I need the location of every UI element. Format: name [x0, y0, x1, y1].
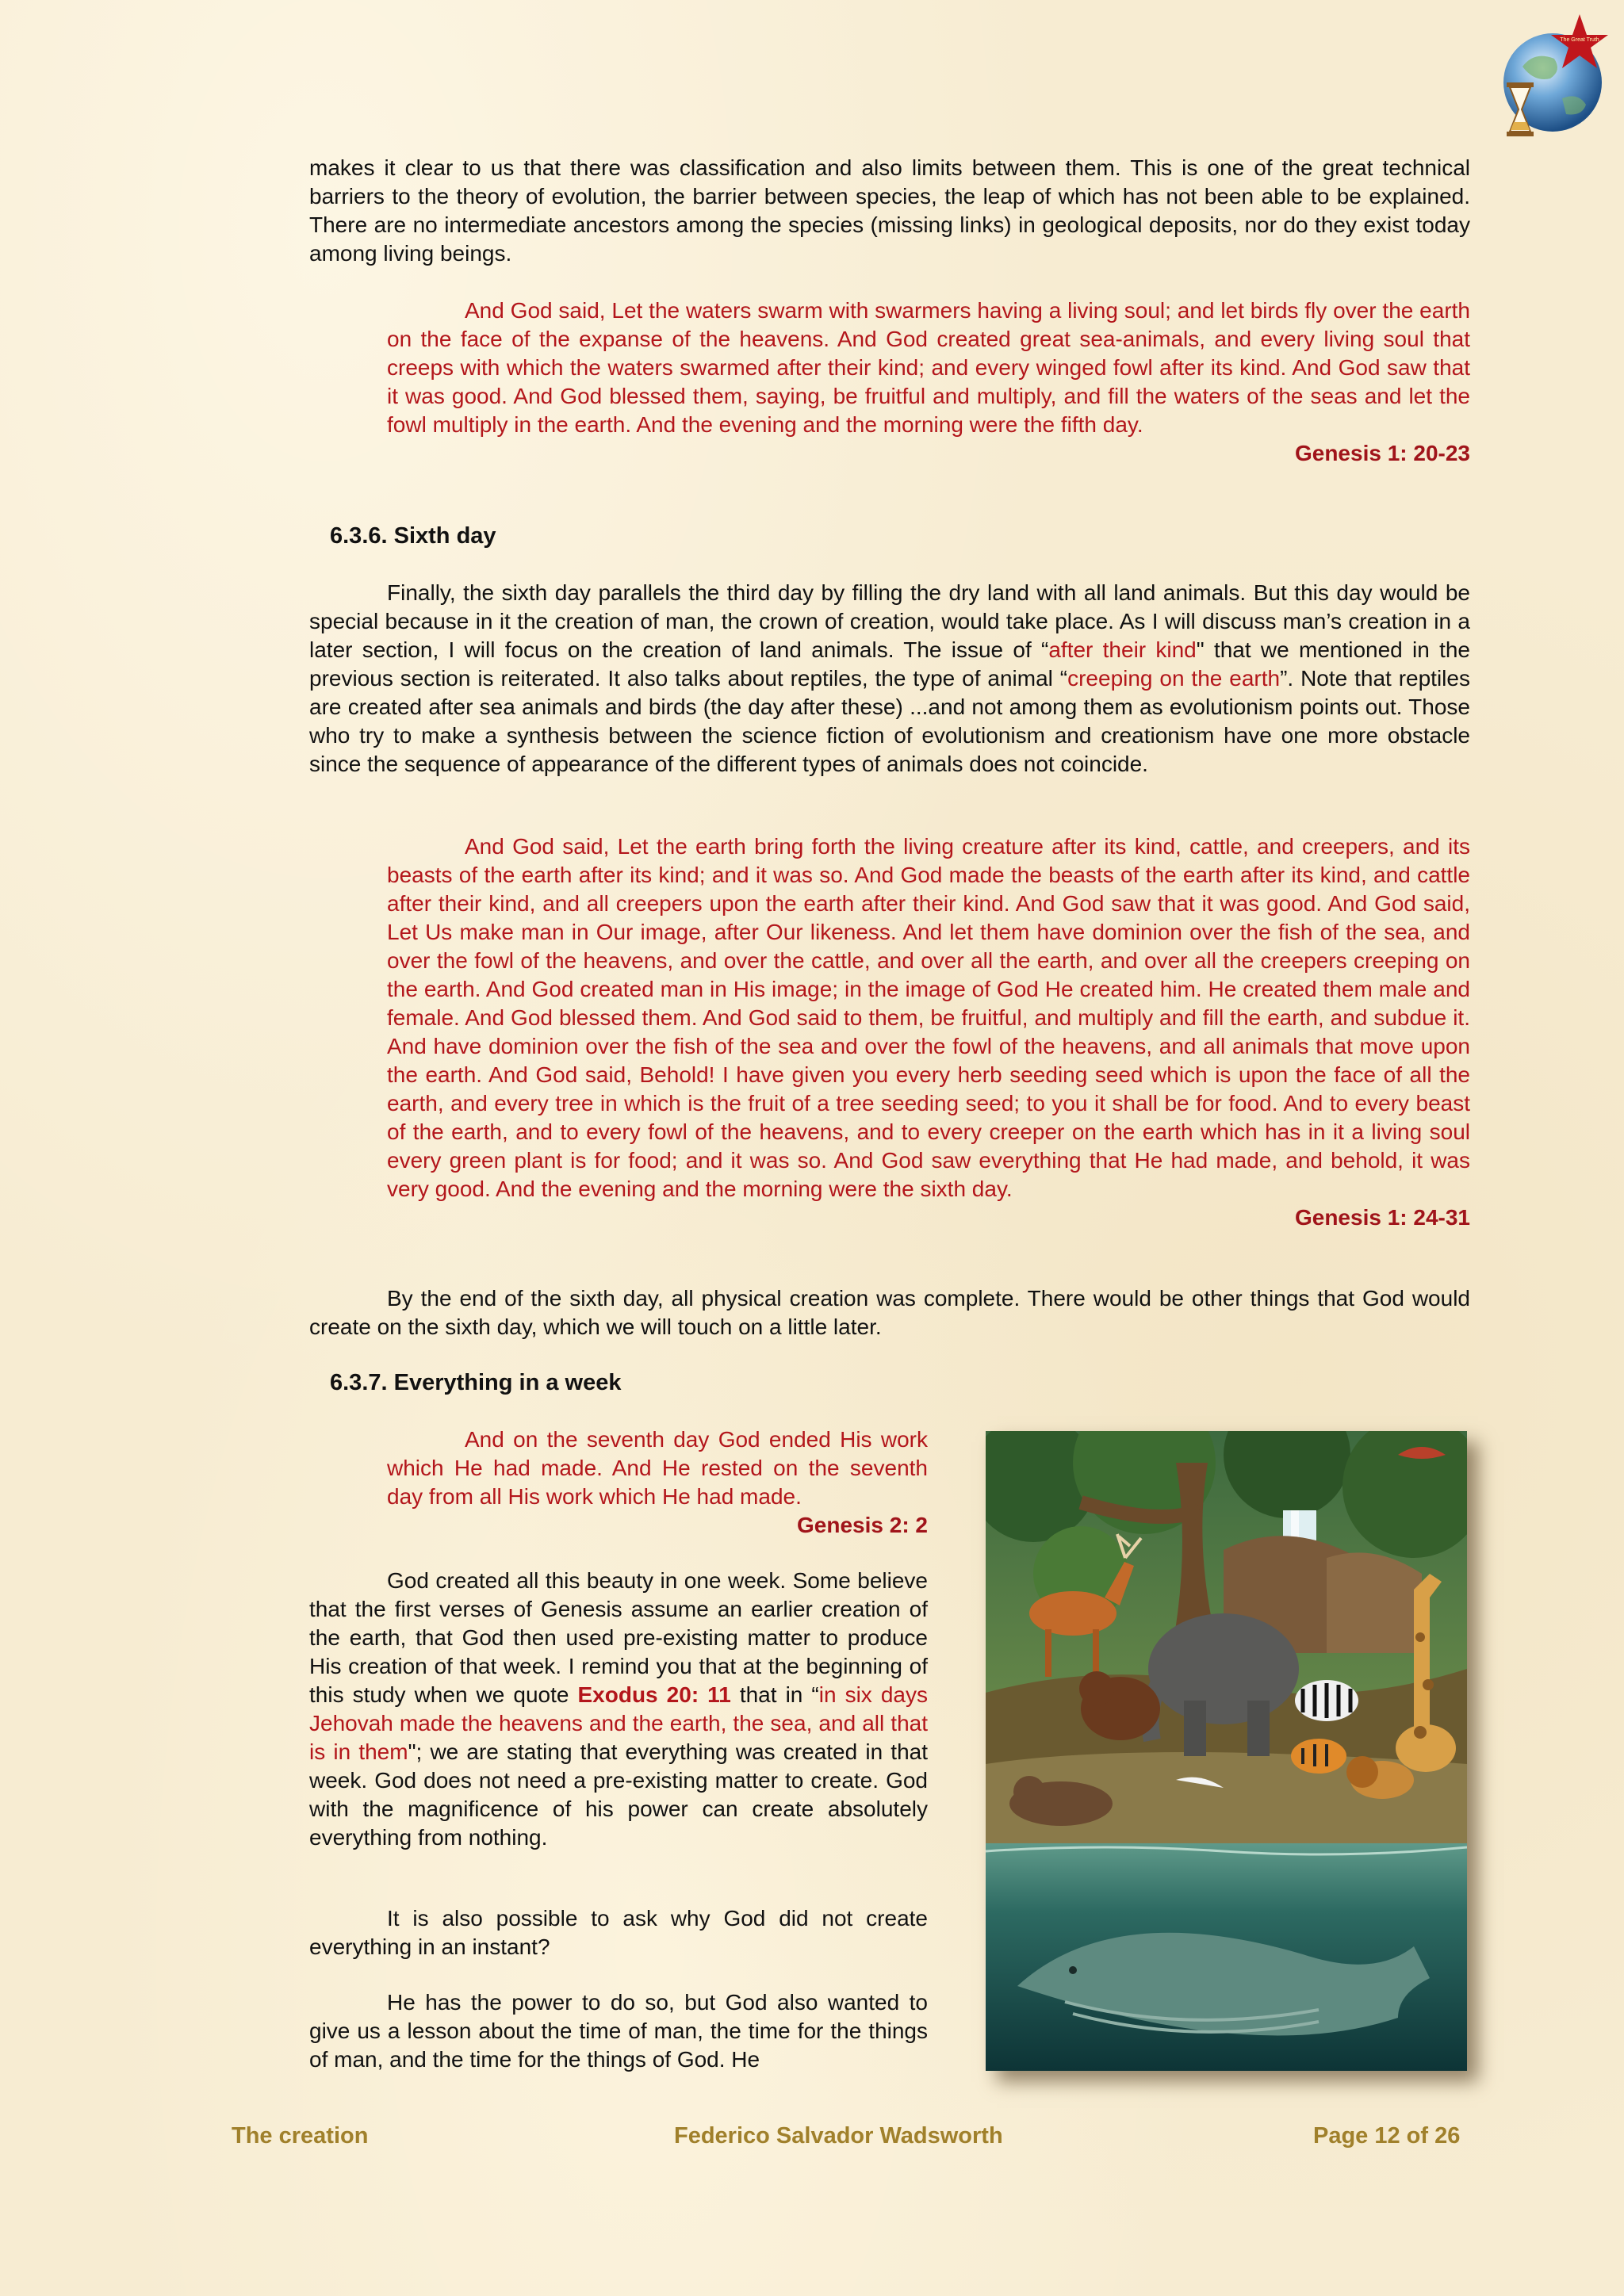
quote-text: And God said, Let the earth bring forth the living creature after its kind, cattle, and creepers, and its beasts of the earth after its kind; and it was so. And God made the beasts of the earth after its kind, and cattle after their kind, and all creepers upon the earth after their kind. And God saw that it was good. And God said, Let Us make man in Our image, after Our likeness. And let them have dominion over the fish of the sea, and over the fowl of the heavens, and over the cattle, and over all the earth, and over all the creepers creeping on the earth. And God created man in His image; in the image of God He created him. He created them male and female. And God blessed them. And God said to them, be fruitful, and multiply and fill the earth, and subdue it. And have dominion over the fish of the sea and over the fowl of the heavens, and all animals that move upon the earth. And God said, Behold! I have given you every herb seeding seed which is upon the face of all the earth, and every tree in which is the fruit of a tree seeding seed; to you it shall be for food. And to every beast of the earth, and to every fowl of the heavens, and to every creeper on the earth which has in it a living soul every green plant is for food; and it was so. And God saw everything that He had made, and behold, it was very good. And the evening and the morning were the sixth day. — [387, 834, 1470, 1201]
quoted-phrase: in six days Jehovah made the heavens and the earth, the sea, and all that is in them — [309, 1682, 928, 1764]
footer-title: The creation — [232, 2123, 369, 2149]
section-heading-sixth-day: 6.3.6. Sixth day — [330, 523, 496, 549]
logo-text: The Great Truth — [1560, 37, 1599, 43]
quote-text: And God said, Let the waters swarm with swarmers having a living soul; and let birds fly over the earth on the face of the expanse of the heavens. And God created great sea-animals, and every living soul that creeps with which the waters swarmed after their kind; and every winged fowl after its kind. And God saw that it was good. And God blessed them, saying, be fruitful and multiply, and fill the waters of the seas and let the fowl multiply in the earth. And the evening and the morning were the fifth day. — [387, 298, 1470, 437]
quote-reference: Genesis 1: 24-31 — [1294, 1205, 1470, 1230]
text-run: that in “ — [730, 1682, 819, 1707]
text-run: God created all this beauty in one week. Some believe that the first verses of Genesis assume an earlier creation of the earth, that God then used pre-existing matter to produce His creation of that week. I remind you that at the beginning of this study when we quote — [309, 1568, 928, 1707]
creation-complete-paragraph: By the end of the sixth day, all physical creation was complete. There would be other things that God would create on the sixth day, which we will touch on a little later. — [309, 1286, 1470, 1339]
text-run: Finally, the sixth day parallels the third day by filling the dry land with all land animals. But this day would be special because in it the creation of man, the crown of creation, would take place. As I will discuss man’s creation in a later section, I will focus on the creation of land animals. The issue of “ — [309, 580, 1470, 662]
footer-page-number: Page 12 of 26 — [1313, 2123, 1461, 2149]
creation-animals-illustration — [986, 1431, 1467, 2071]
quote-genesis-2-2 — [309, 1425, 928, 1540]
quote-reference: Genesis 1: 20-23 — [1294, 441, 1470, 465]
globe-hourglass-logo — [1491, 11, 1610, 146]
text-run: " that we mentioned in the previous section is reiterated. It also talks about reptiles, the type of animal “ — [309, 637, 1471, 691]
text-run: "; we are stating that everything was created in that week. God does not need a pre-existing matter to create. God with the magnificence of his power can create absolutely everything from nothing. — [309, 1739, 929, 1850]
illustration-artwork — [986, 1431, 1467, 2071]
intro-paragraph: makes it clear to us that there was classification and also limits between them. This is one of the great technical barriers to the theory of evolution, the barrier between species, the leap of which has not been able to be explained. There are no intermediate ancestors among the species (missing links) in geological deposits, nor do they exist today among living beings. — [309, 155, 1470, 266]
time-lesson-paragraph: He has the power to do so, but God also wanted to give us a lesson about the time of man, the time for the things of man, and the time for the things of God. He — [309, 1990, 928, 2072]
quoted-phrase: creeping on the earth — [1067, 666, 1281, 691]
quote-text: And on the seventh day God ended His work which He had made. And He rested on the seventh day from all His work which He had made. — [387, 1427, 928, 1509]
quote-genesis-1-24 — [309, 832, 1470, 1232]
instant-question-paragraph: It is also possible to ask why God did not create everything in an instant? — [309, 1906, 928, 1959]
text-run: ”. Note that reptiles are created after sea animals and birds (the day after these) ...and not among them as evolutionism points out. Those who try to make a synthesis between the science fiction of evolutionism and creationism have one more obstacle since the sequence of appearance of the different types of animals does not coincide. — [309, 666, 1470, 776]
sixth-day-paragraph — [309, 579, 1470, 779]
intro-block — [309, 154, 1470, 268]
bible-reference: Exodus 20: 11 — [577, 1682, 731, 1707]
quoted-phrase: after their kind — [1048, 637, 1197, 662]
quote-reference: Genesis 2: 2 — [797, 1513, 928, 1537]
one-week-paragraph — [309, 1567, 928, 1852]
section-heading-everything-in-a-week: 6.3.7. Everything in a week — [330, 1370, 622, 1395]
quote-genesis-1-20 — [309, 297, 1470, 468]
footer-author: Federico Salvador Wadsworth — [674, 2123, 1003, 2149]
